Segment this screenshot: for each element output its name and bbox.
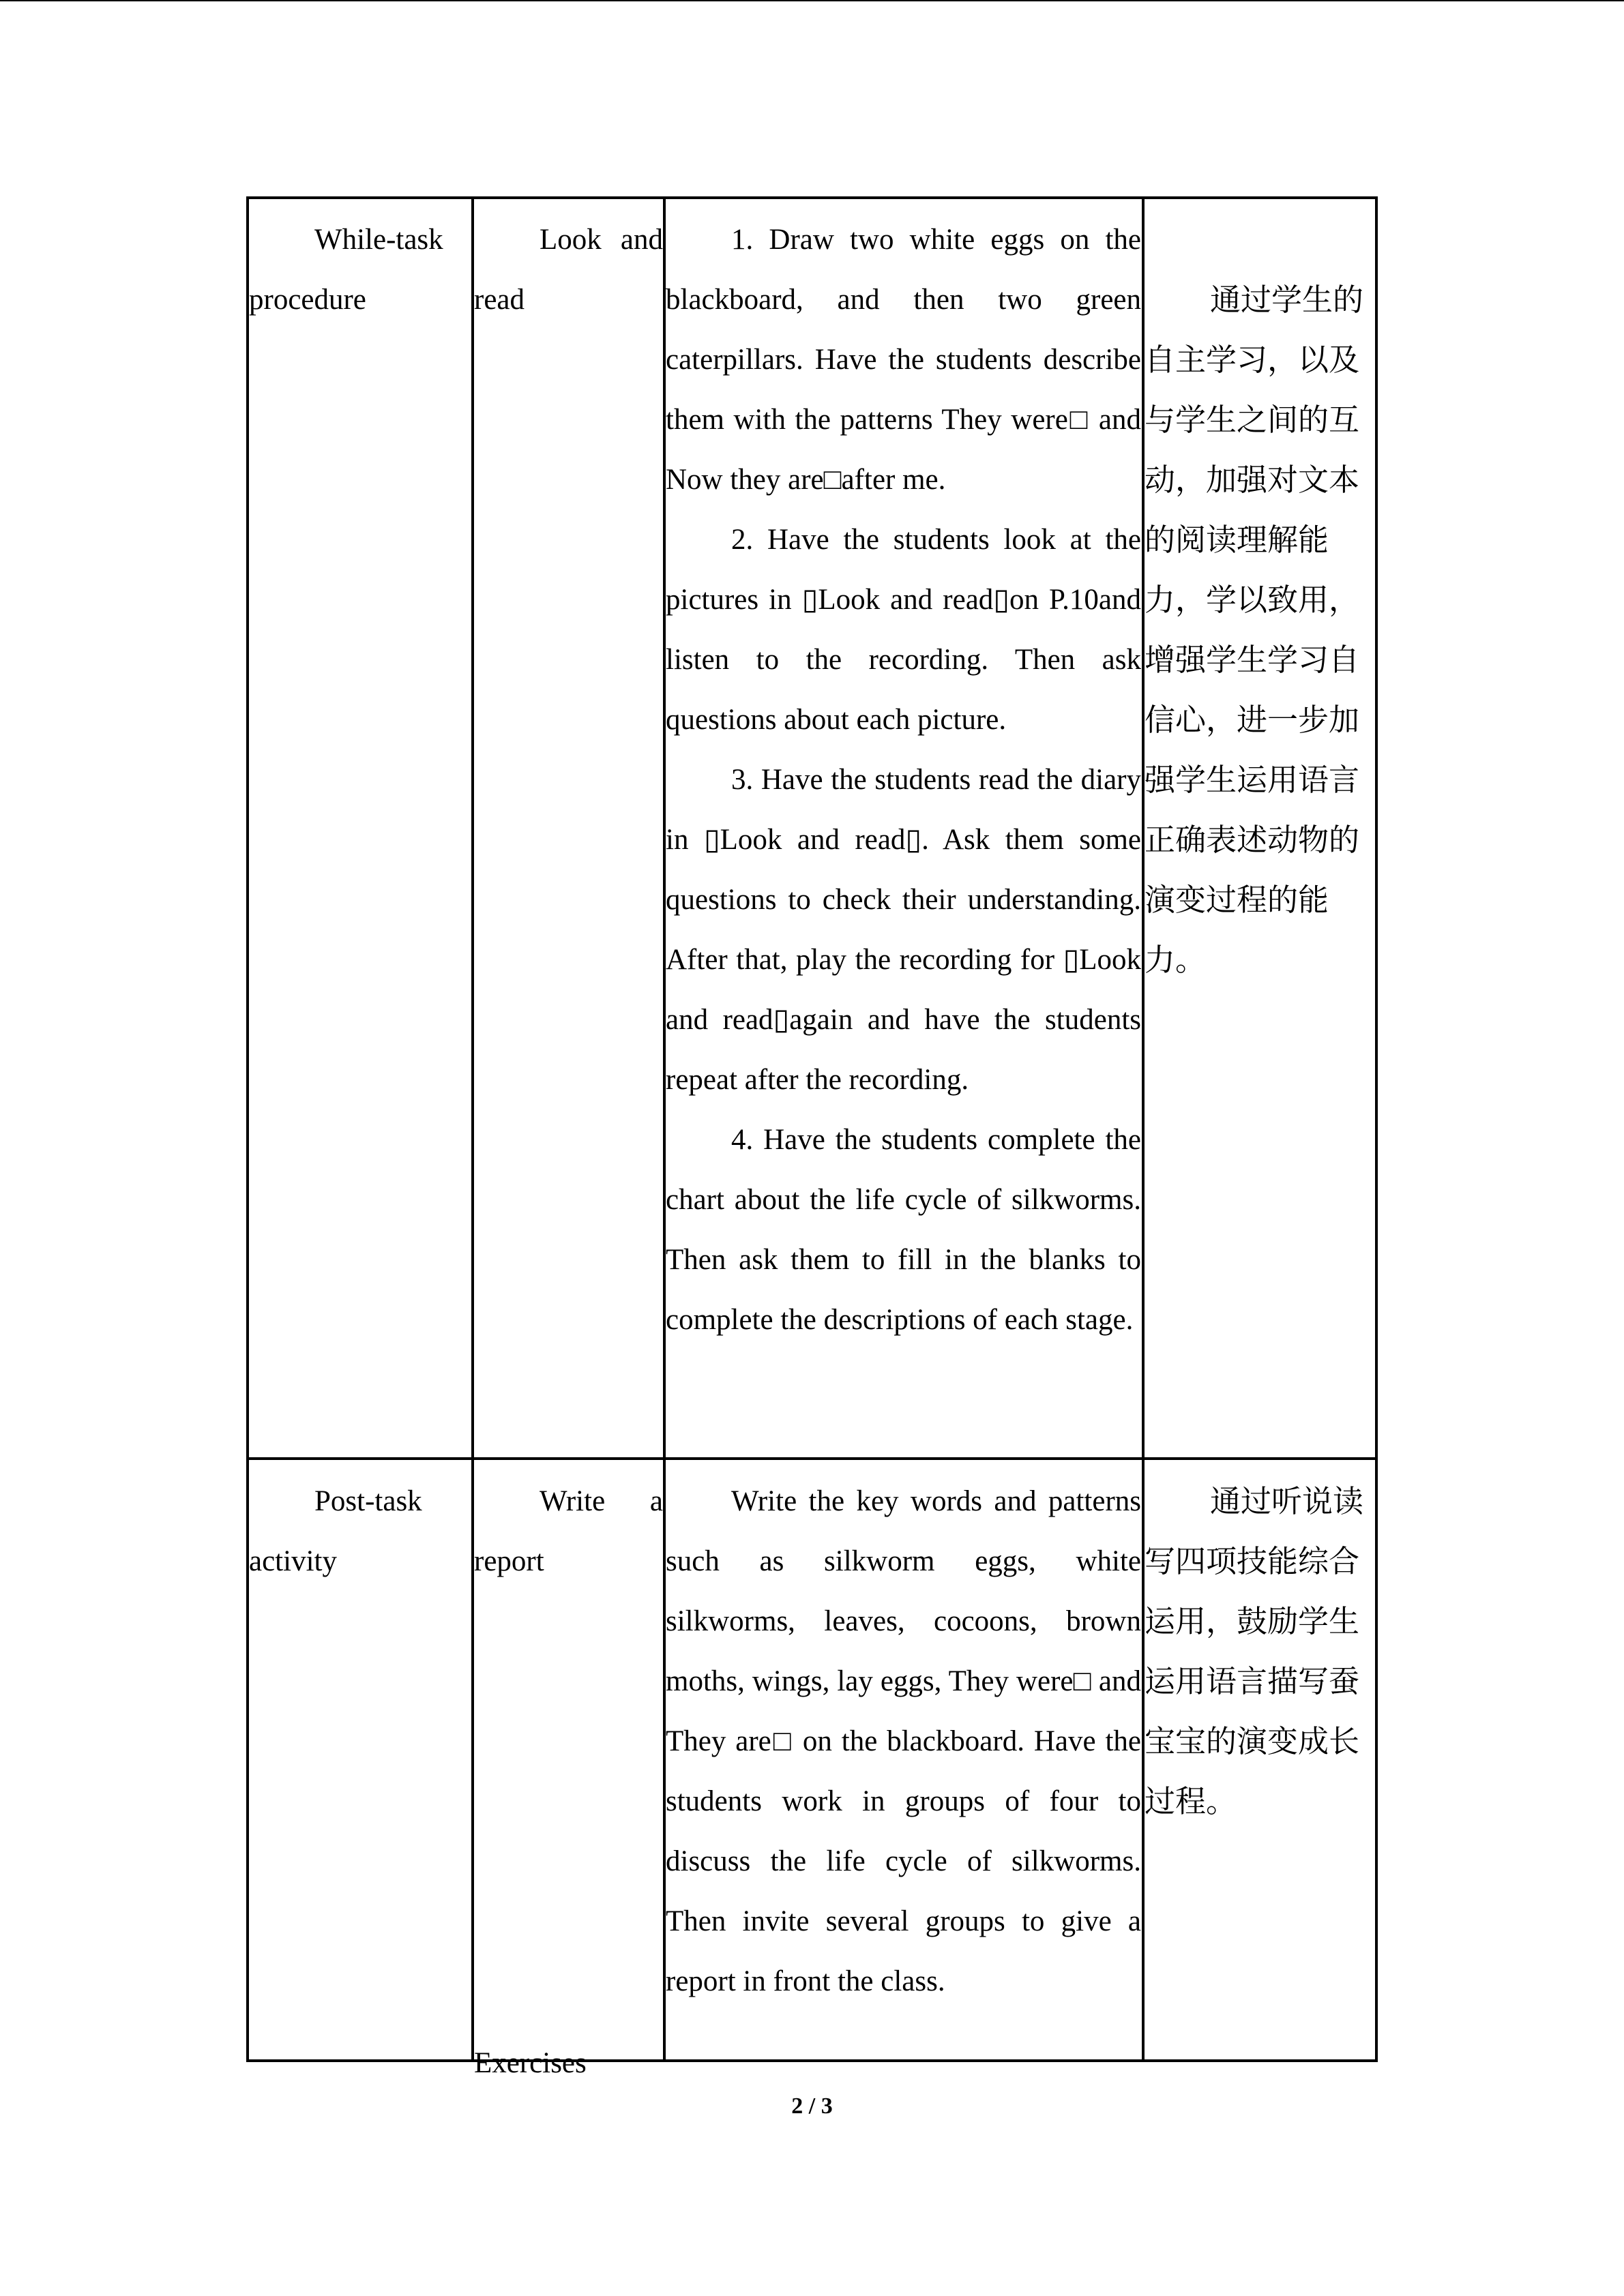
activity-text: Exercises [474,2047,587,2079]
procedure-step: Write the key words and patterns such as silkworm eggs, white silkworms, leaves, cocoons, brown moths, wings, lay eggs, They were□ and They are□ on the blackboard. Have the students work in groups of four to discuss the life cycle of silkworms. Then invite several groups to give a report in front the class. [666,1485,1141,1997]
purpose-text: 通过听说读写四项技能综合运用，鼓励学生运用语言描写蚕宝宝的演变成长过程。 [1145,1483,1364,1819]
stage-cell [249,1472,471,1592]
page-top-rule [0,0,1624,1]
procedure-step: 2. Have the students look at the pictures in ▯Look and read▯on P.10and listen to the recording. Then ask questions about each picture. [666,524,1141,736]
stage-text: While-task procedure [249,224,443,316]
purpose-cell [1145,270,1375,990]
activity-text: Look and read [474,224,663,316]
table-border-right [1375,196,1378,2062]
page-number: 2 / 3 [791,2093,833,2119]
lesson-table [246,196,1378,2079]
procedure-step: 1. Draw two white eggs on the blackboard, and then two green caterpillars. Have the students describe them with the patterns They were□ and Now they are□after me. [666,224,1141,496]
activity-cell [474,210,663,330]
procedure-step: 4. Have the students complete the chart about the life cycle of silkworms. Then ask them to fill in the blanks to complete the descriptions of each stage. [666,1124,1141,1336]
table-row-divider [246,1457,1378,1460]
table-border-bottom [246,2059,1378,2062]
procedure-cell [666,210,1141,1350]
procedure-cell [666,1472,1141,2012]
procedure-step: 3. Have the students read the diary in ▯Look and read▯. Ask them some questions to check their understanding. After that, play the recording for ▯Look and read▯again and have the students repeat after the recording. [666,764,1141,1096]
purpose-cell [1145,1472,1375,1832]
activity-cell [474,1472,663,1592]
table-col-divider-1 [471,196,474,2062]
table-border-left [246,196,249,2062]
stage-cell [249,210,471,330]
purpose-text: 通过学生的自主学习，以及与学生之间的互动，加强对文本的阅读理解能力，学以致用，增强学生学习自信心，进一步加强学生运用语言正确表述动物的演变过程的能力。 [1145,282,1364,978]
stage-text: Post-task activity [249,1485,422,1577]
activity-text: Write a report [474,1485,663,1577]
table-border-top [246,196,1378,199]
